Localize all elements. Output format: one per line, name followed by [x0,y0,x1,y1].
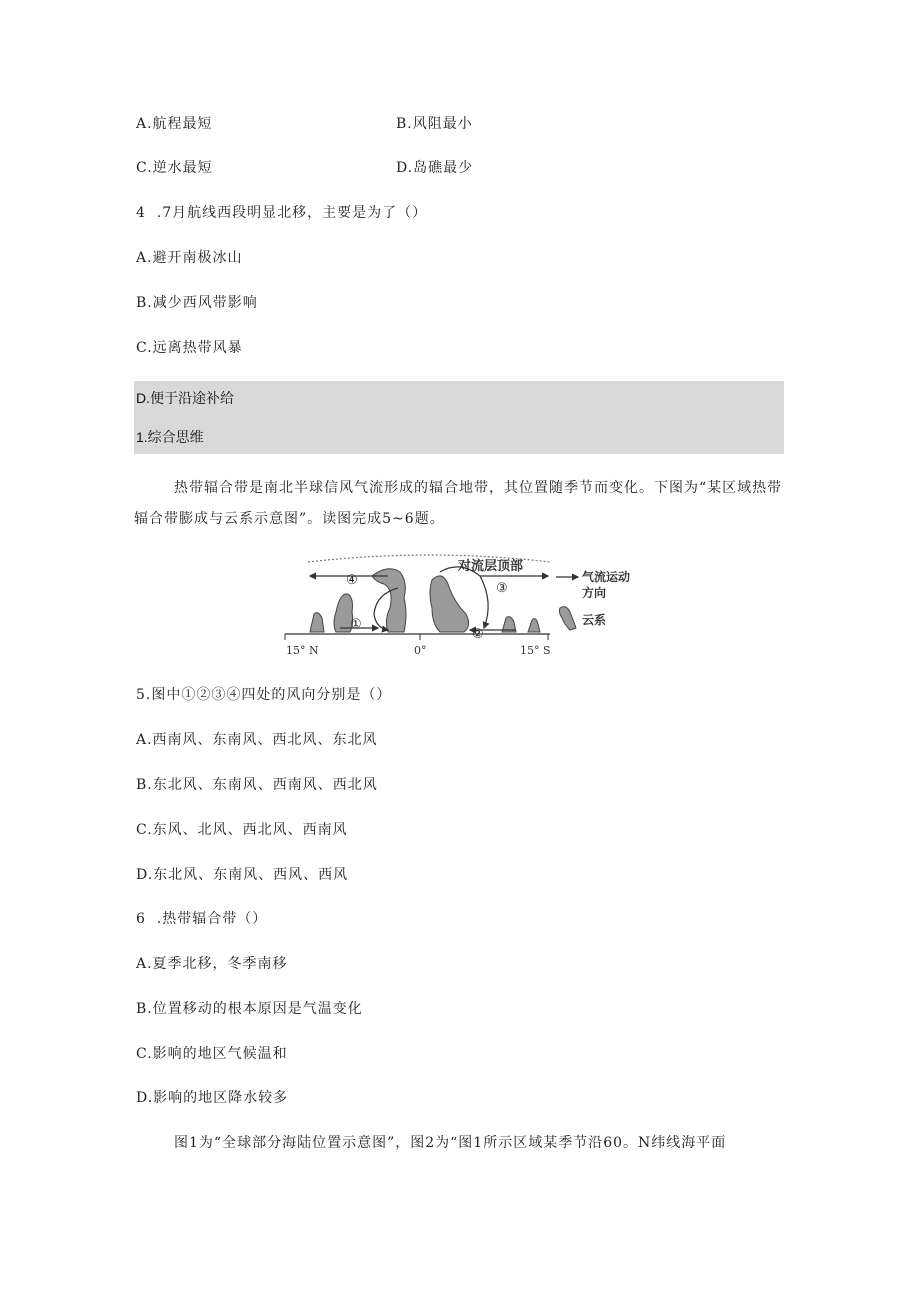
q4-option-a: A.避开南极冰山 [136,250,243,266]
q6-option-d: D.影响的地区降水较多 [136,1090,289,1106]
marker-2: ② [472,627,484,642]
q3-option-a: A.航程最短 [136,116,213,132]
q4-option-d: D.便于沿途补给 [136,390,234,406]
q5-stem: 5.图中①②③④四处的风向分别是（） [136,687,392,703]
axis-label-15n: 15° N [286,644,319,657]
axis-label-0: 0° [414,644,427,657]
q5-option-c: C.东风、北风、西北风、西南风 [136,822,348,838]
q6-option-c: C.影响的地区气候温和 [136,1046,288,1062]
marker-3: ③ [496,581,508,596]
cloud-small-3 [528,619,540,632]
q5-option-d: D.东北风、东南风、西风、西风 [136,867,349,883]
q5-option-a: A.西南风、东南风、西北风、东北风 [136,732,378,748]
q3-option-c: C.逆水最短 [136,160,213,176]
next-intro: 图1为“全球部分海陆位置示意图”，图2为“图1所示区域某季节沿60。N纬线海平面 [174,1135,727,1151]
legend-cloud-icon [559,607,576,630]
q6-option-b: B.位置移动的根本原因是气温变化 [136,1001,363,1017]
q4-option-c: C.远离热带风暴 [136,340,243,356]
tropopause-label: 对流层顶部 [458,559,524,574]
cloud-right [430,576,469,632]
q6-option-a: A.夏季北移，冬季南移 [136,956,288,972]
marker-4: ④ [346,573,358,588]
marker-1: ① [350,617,362,632]
q4-stem: 4 .7月航线西段明显北移，主要是为了（） [136,205,428,221]
itcz-figure [280,550,630,660]
legend-cloud-label: 云系 [582,613,607,627]
legend-arrow-label-1: 气流运动 [582,570,630,584]
q3-option-d: D.岛礁最少 [396,160,474,176]
intro-paragraph: 热带辐合带是南北半球信风气流形成的辐合地带，其位置随季节而变化。下图为“某区域热带辐合带膨成与云系示意图”。读图完成5~6题。 [134,480,783,527]
legend-arrow-label-2: 方向 [582,586,607,600]
section-title: 1.综合思维 [136,429,204,445]
q3-option-b: B.风阻最小 [396,116,473,132]
q4-option-b: B.减少西风带影响 [136,295,258,311]
cloud-small-1 [310,613,324,632]
q6-stem: 6 .热带辐合带（） [136,911,268,927]
q5-option-b: B.东北风、东南风、西南风、西北风 [136,777,378,793]
axis-label-15s: 15° S [520,644,551,657]
